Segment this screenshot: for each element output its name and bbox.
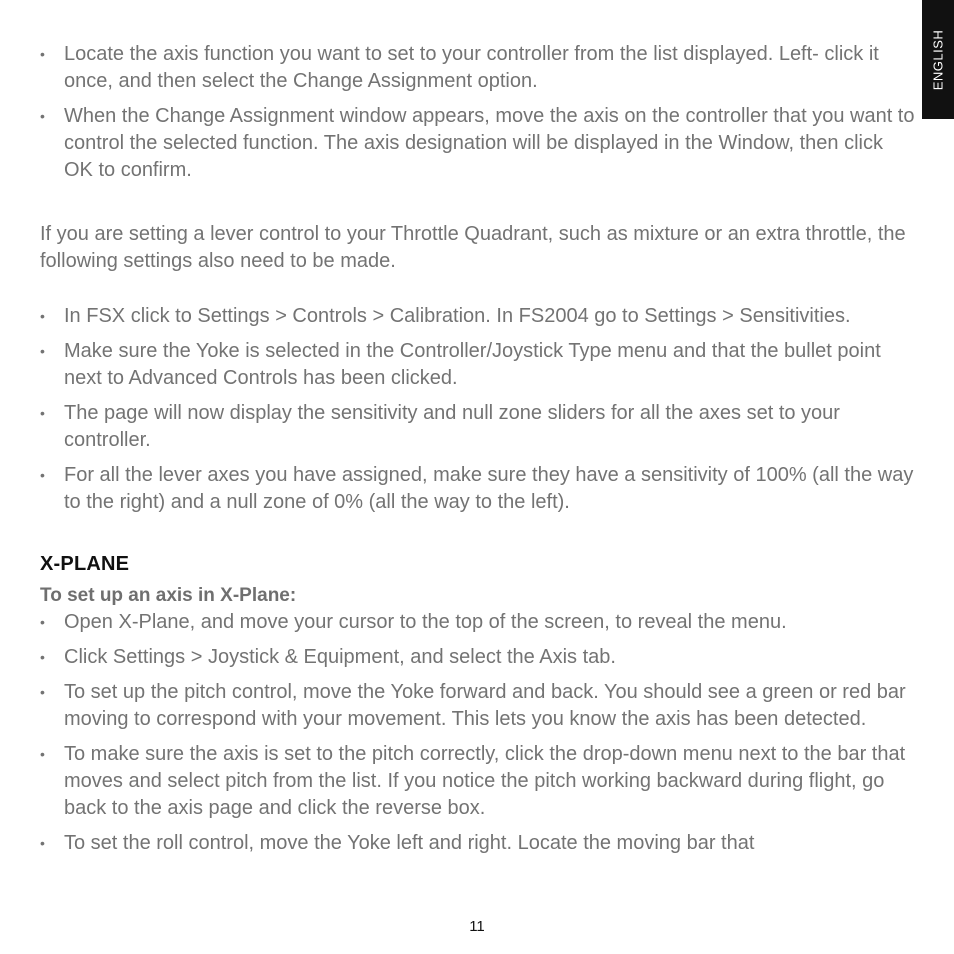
list-item: • To set the roll control, move the Yoke left and right. Locate the moving bar that: [40, 830, 916, 857]
list-item: • To set up the pitch control, move the Yoke forward and back. You should see a green or red bar moving to correspond with your movement. This lets you know the axis has been detected.: [40, 681, 906, 730]
bullet-marker: •: [40, 614, 45, 630]
subheading: To set up an axis in X-Plane:: [40, 585, 297, 606]
body-paragraph: If you are setting a lever control to your Throttle Quadrant, such as mixture or an extra throttle, the following settings also need to be made.: [40, 223, 906, 272]
bullet-marker: •: [40, 649, 45, 665]
list-item: • For all the lever axes you have assigned, make sure they have a sensitivity of 100% (all the way to the right) and a null zone of 0% (all the way to the left).: [40, 464, 914, 513]
list-item: • Locate the axis function you want to set to your controller from the list displayed. Left- click it once, and then select the Change Assignment option.: [40, 43, 879, 92]
section-title: X-PLANE: [40, 553, 130, 575]
list-item: • To make sure the axis is set to the pitch correctly, click the drop-down menu next to the bar that moves and select pitch from the list. If you notice the pitch working backward during flight, go back to the axis page and click the reverse box.: [40, 743, 906, 819]
bullet-marker: •: [40, 108, 45, 124]
page-number: 11: [469, 918, 485, 935]
list-item: • When the Change Assignment window appears, move the axis on the controller that you want to control the selected function. The axis designation will be displayed in the Window, then click OK to confirm.: [40, 105, 915, 181]
list-item: • In FSX click to Settings > Controls > Calibration. In FS2004 go to Settings > Sensitivities.: [40, 303, 916, 330]
bullet-marker: •: [40, 835, 45, 851]
page-content: [40, 41, 916, 865]
bullet-list-top: [40, 41, 916, 184]
language-tab-label: ENGLISH: [930, 29, 946, 90]
bullet-marker: •: [40, 467, 45, 483]
list-item: • Make sure the Yoke is selected in the Controller/Joystick Type menu and that the bullet point next to Advanced Controls has been clicked.: [40, 340, 881, 389]
bullet-marker: •: [40, 343, 45, 359]
list-item: • Open X-Plane, and move your cursor to the top of the screen, to reveal the menu.: [40, 609, 916, 636]
list-item: • Click Settings > Joystick & Equipment, and select the Axis tab.: [40, 644, 916, 671]
language-tab: [922, 0, 954, 119]
bullet-marker: •: [40, 46, 45, 62]
bullet-marker: •: [40, 308, 45, 324]
bullet-marker: •: [40, 746, 45, 762]
bullet-marker: •: [40, 684, 45, 700]
list-item: • The page will now display the sensitivity and null zone sliders for all the axes set to your controller.: [40, 402, 840, 451]
bullet-list-middle: [40, 303, 916, 516]
bullet-list-xplane: [40, 609, 916, 857]
bullet-marker: •: [40, 405, 45, 421]
